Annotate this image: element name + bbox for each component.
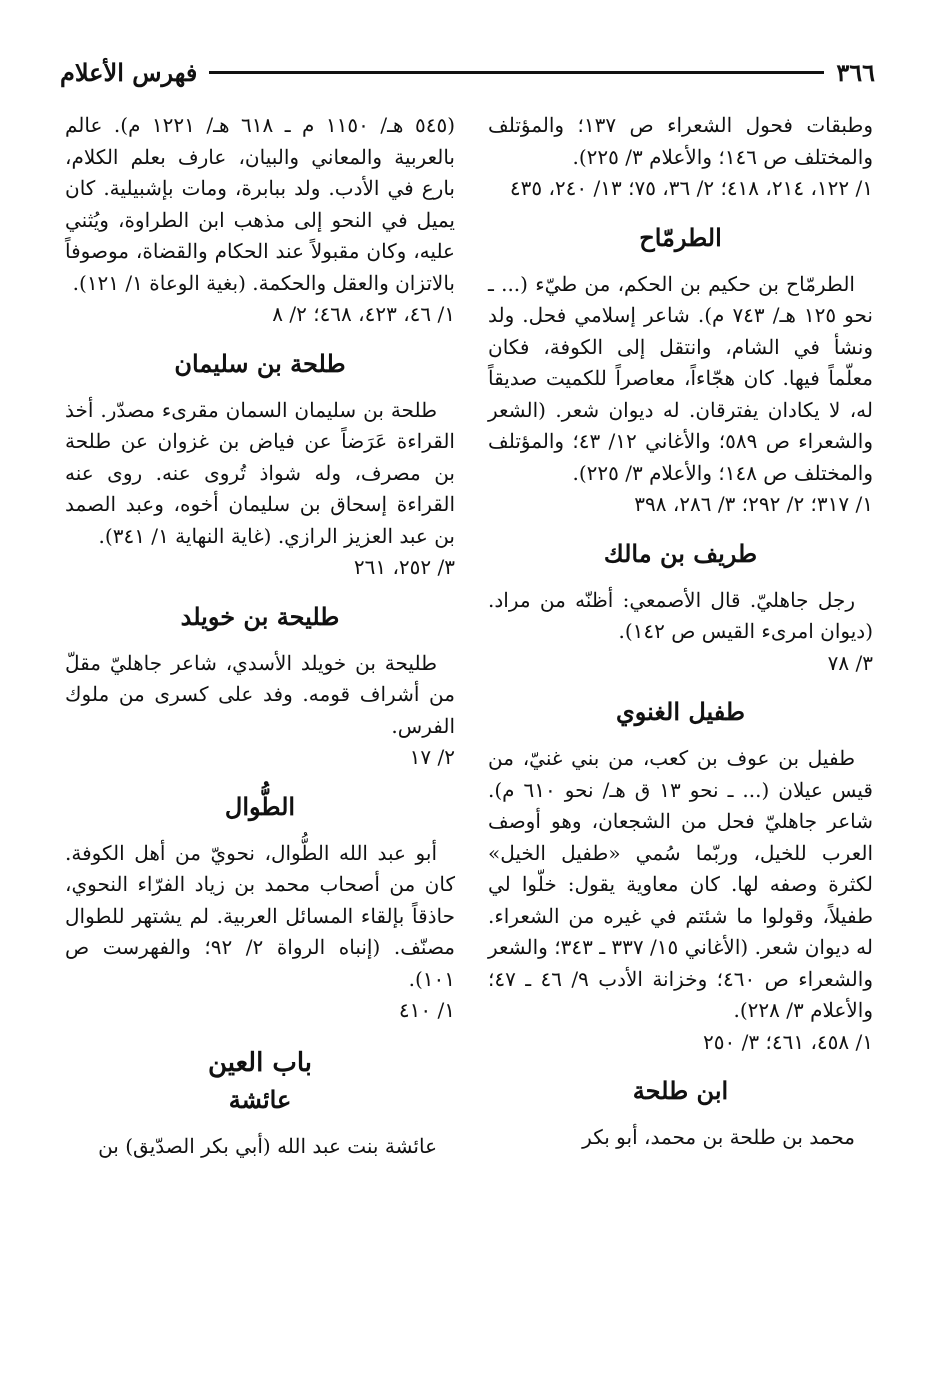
running-title: فهرس الأعلام — [60, 57, 198, 87]
page-header — [60, 52, 875, 92]
left-column — [65, 110, 455, 1162]
entry-references: ٣/ ٢٥٢، ٢٦١ — [353, 555, 455, 579]
entry-text: أبو عبد الله الطُّوال، نحويّ من أهل الكوفة. كان من أصحاب محمد بن زياد الفرّاء النحوي، حاذقاً بإلقاء المسائل العربية. لم يشتهر للطوال مصنّف. (إنباه الرواة ٢/ ٩٢؛ والفهرست ص ١٠١). — [65, 840, 455, 991]
entry-text: طفيل بن عوف بن كعب، من بني غنيّ، من قيس عيلان (... ـ نحو ١٣ ق هـ/ نحو ٦١٠ م). شاعر جاهليّ فحل من الشجعان، وهو أوصف العرب للخيل، وربّما سُمي «طفيل الخيل» لكثرة وصفه لها. كان معاوية يقول: خلّوا لي طفيلاً، وقولوا ما شئتم في غيره من الشعراء. له ديوان شعر. (الأغاني ١٥/ ٣٣٧ ـ ٣٤٣؛ والشعر والشعراء ص ٤٦٠؛ وخزانة الأدب ٩/ ٤٦ ـ ٤٧؛ والأعلام ٣/ ٢٢٨). — [488, 746, 873, 1022]
entry-title: عائشة — [228, 1084, 292, 1114]
entry-references: ١/ ٤١٠ — [398, 998, 455, 1022]
entry-references: ٢/ ١٧ — [409, 745, 455, 769]
entry-text: طليحة بن خويلد الأسدي، شاعر جاهليّ مقلّ من أشراف قومه. وفد على كسرى من ملوك الفرس. — [65, 650, 455, 738]
entry-references: ١/ ١٢٢، ٢١٤، ٤١٨؛ ٢/ ٣٦، ٧٥؛ ١٣/ ٢٤٠، ٤٣٥ — [509, 176, 873, 200]
entry-title: طريف بن مالك — [603, 538, 758, 568]
entry-title: الطُّوال — [224, 791, 296, 821]
entry-title: طفيل الغنوي — [616, 697, 745, 726]
page-number: ٣٦٦ — [836, 57, 875, 87]
right-column — [488, 110, 873, 1154]
entry-title: ابن طلحة — [632, 1076, 729, 1105]
entry-text: عائشة بنت عبد الله (أبي بكر الصدّيق) بن — [98, 1133, 437, 1158]
section-title: باب العين — [207, 1047, 312, 1078]
entry-text: طلحة بن سليمان السمان مقرىء مصدّر. أخذ القراءة عَرَضاً عن فياض بن غزوان عن طلحة بن مصرف، وله شواذ تُروى عنه. روى عنه القراءة إسحاق بن سليمان أخوه، وعبد الصمد بن عبد العزيز الرازي. (غاية النهاية ١/ ٣٤١). — [65, 397, 455, 548]
entry-text: (٥٤٥ هـ/ ١١٥٠ م ـ ٦١٨ هـ/ ١٢٢١ م). عالم بالعربية والمعاني والبيان، عارف بعلم الكلام، بارع في الأدب. ولد ببابرة، ومات بإشبيلية. كان يميل في النحو إلى مذهب ابن الطراوة، ويُثني عليه، وكان مقبولاً عند الحكام والقضاة، موصوفاً بالاتزان والعقل والحكمة. (بغية الوعاة ١/ ١٢١). — [65, 113, 455, 295]
entry-title: الطرمّاح — [639, 222, 722, 252]
entry-references: ١/ ٤٥٨، ٤٦١؛ ٣/ ٢٥٠ — [703, 1029, 873, 1054]
entry-title: طلحة بن سليمان — [174, 348, 346, 378]
entry-text: رجل جاهليّ. قال الأصمعي: أظنّه من مراد. (ديوان امرىء القيس ص ١٤٢). — [488, 587, 873, 643]
entry-references: ١/ ٤٦، ٤٢٣، ٤٦٨؛ ٢/ ٨ — [272, 302, 455, 326]
header-rule — [209, 71, 824, 74]
entry-title: طليحة بن خويلد — [180, 601, 340, 631]
entry-text: وطبقات فحول الشعراء ص ١٣٧؛ والمؤتلف والمختلف ص ١٤٦؛ والأعلام ٣/ ٢٢٥). — [488, 113, 873, 169]
entry-text: محمد بن طلحة بن محمد، أبو بكر — [582, 1125, 855, 1149]
entry-text: الطرمّاح بن حكيم بن الحكم، من طيّء (... ـ نحو ١٢٥ هـ/ ٧٤٣ م). شاعر إسلامي فحل. ولد ونشأ في الشام، وانتقل إلى الكوفة، فكان معلّماً فيها. كان هجّاءاً، معاصراً للكميت صديقاً له، لا يكادان يفترقان. له ديوان شعر. (الشعر والشعراء ص ٥٨٩؛ والأغاني ١٢/ ٤٣؛ والمؤتلف والمختلف ص ١٤٨؛ والأعلام ٣/ ٢٢٥). — [488, 271, 873, 485]
entry-references: ٣/ ٧٨ — [827, 650, 873, 675]
entry-references: ١/ ٣١٧؛ ٢/ ٢٩٢؛ ٣/ ٢٨٦، ٣٩٨ — [634, 492, 873, 516]
